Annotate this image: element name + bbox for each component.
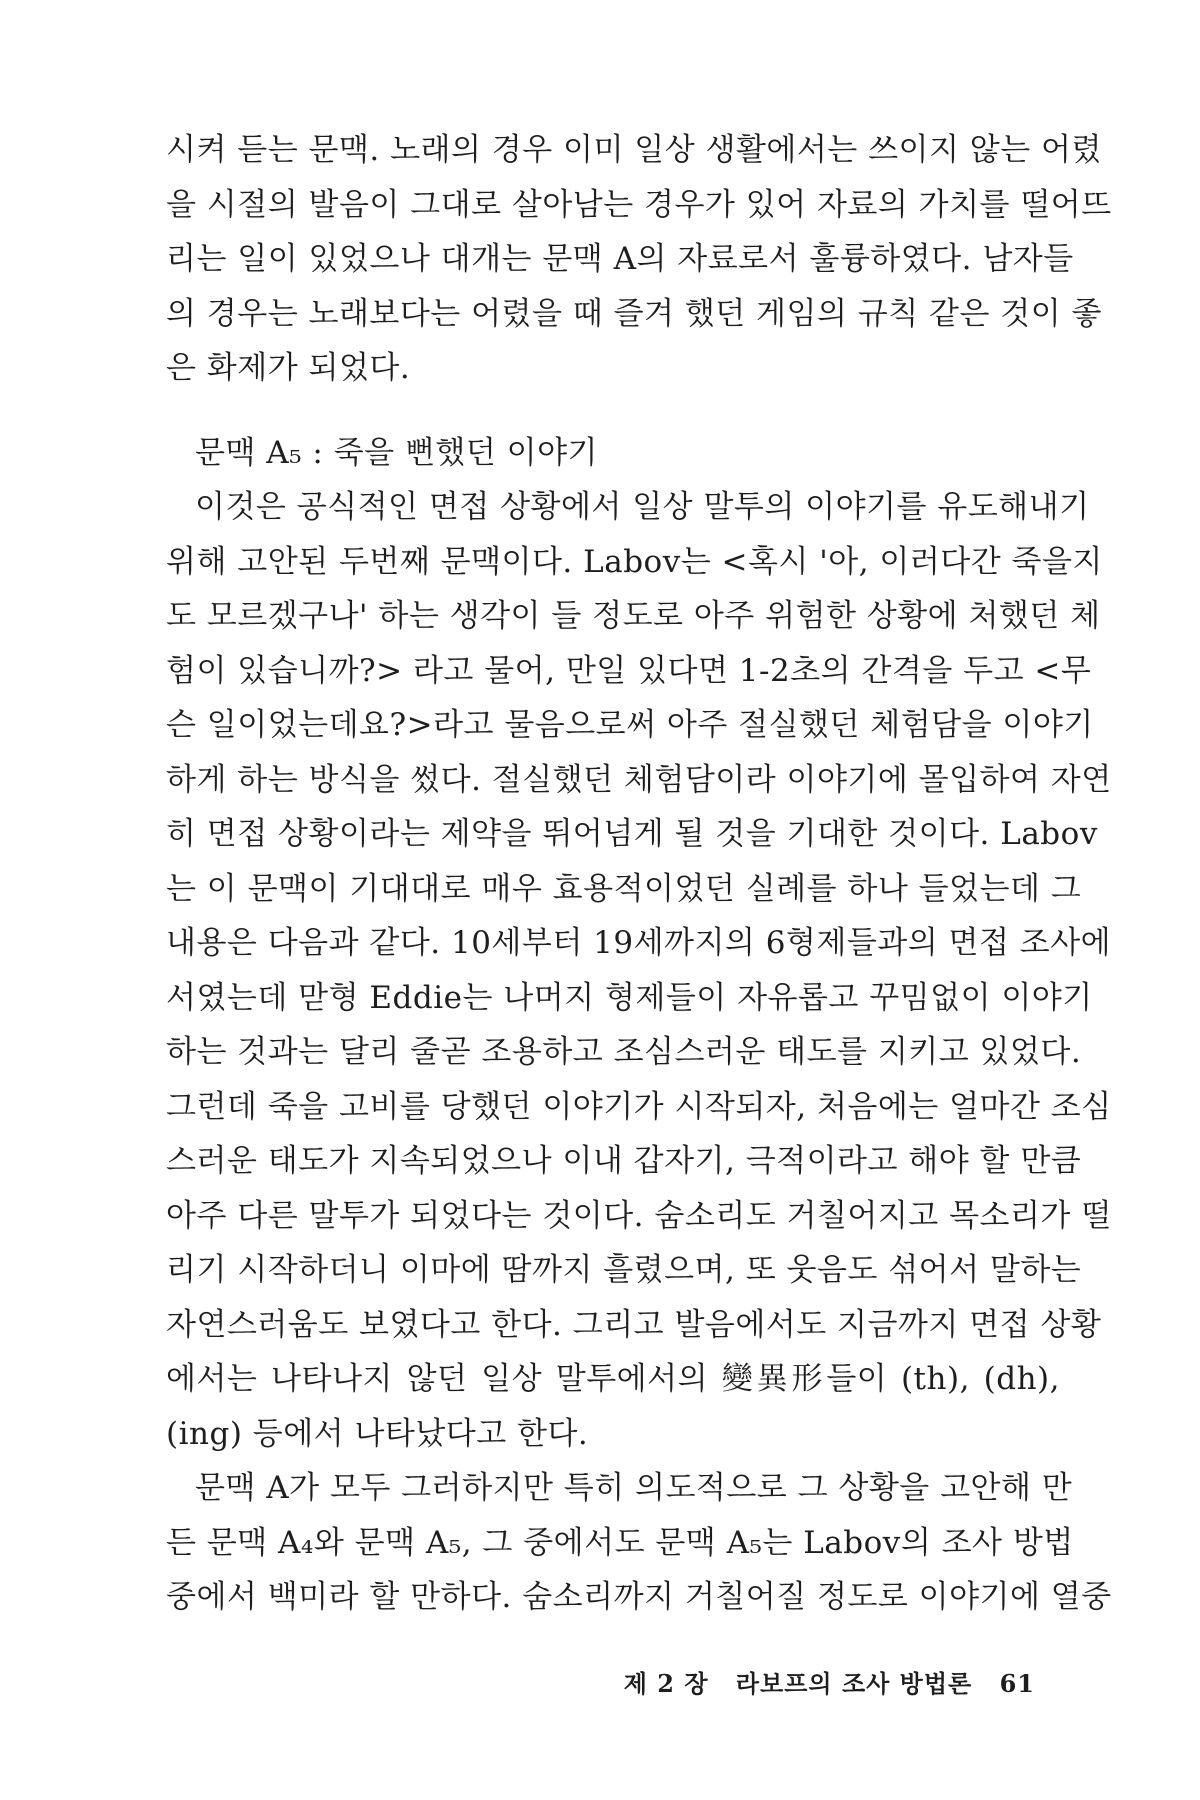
page-footer <box>606 1668 1035 1700</box>
paragraph-2-line-17: 에서는 나타나지 않던 일상 말투에서의 變異形들이 (th), (dh), <box>166 1361 1060 1397</box>
section-heading: 문맥 A₅ : 죽을 뻔했던 이야기 <box>195 434 598 471</box>
paragraph-2-line-5: 슨 일이었는데요?>라고 물음으로써 아주 절실했던 체험담을 이야기 <box>166 707 1094 743</box>
paragraph-2-line-9: 내용은 다음과 같다. 10세부터 19세까지의 6형제들과의 면접 조사에 <box>166 925 1112 961</box>
paragraph-2-line-14: 아주 다른 말투가 되었다는 것이다. 숨소리도 거칠어지고 목소리가 떨 <box>166 1197 1112 1234</box>
paragraph-2-line-13: 스러운 태도가 지속되었으나 이내 갑자기, 극적이라고 해야 할 만큼 <box>166 1143 1082 1179</box>
paragraph-2-line-12: 그런데 죽을 고비를 당했던 이야기가 시작되자, 처음에는 얼마간 조심 <box>166 1088 1112 1125</box>
paragraph-2-line-1: 이것은 공식적인 면접 상황에서 일상 말투의 이야기를 유도해내기 <box>195 489 1090 525</box>
paragraph-1-line-3: 리는 일이 있었으나 대개는 문맥 A의 자료로서 훌륭하였다. 남자들 <box>166 241 1074 277</box>
paragraph-2-line-4: 험이 있습니까?> 라고 물어, 만일 있다면 1-2초의 간격을 두고 <무 <box>166 652 1092 689</box>
paragraph-2-line-10: 서였는데 맏형 Eddie는 나머지 형제들이 자유롭고 꾸밈없이 이야기 <box>166 979 1093 1016</box>
paragraph-2-line-11: 하는 것과는 달리 줄곧 조용하고 조심스러운 태도를 지키고 있었다. <box>166 1034 1082 1070</box>
page-number: 61 <box>999 1668 1035 1698</box>
paragraph-2-line-18: (ing) 등에서 나타났다고 한다. <box>166 1415 589 1452</box>
paragraph-1-line-5: 은 화제가 되었다. <box>166 350 411 386</box>
paragraph-1-line-1: 시켜 듣는 문맥. 노래의 경우 이미 일상 생활에서는 쓰이지 않는 어렸 <box>166 132 1102 168</box>
paragraph-2-line-15: 리기 시작하더니 이마에 땀까지 흘렸으며, 또 웃음도 섞어서 말하는 <box>166 1252 1082 1288</box>
paragraph-1-line-2: 을 시절의 발음이 그대로 살아남는 경우가 있어 자료의 가치를 떨어뜨 <box>166 186 1112 223</box>
paragraph-2-line-3: 도 모르겠구나' 하는 생각이 들 정도로 아주 위험한 상황에 처했던 체 <box>166 598 1101 634</box>
paragraph-3-line-2: 든 문맥 A₄와 문맥 A₅, 그 중에서도 문맥 A₅는 Labov의 조사 방법 <box>166 1524 1074 1561</box>
paragraph-3-line-1: 문맥 A가 모두 그러하지만 특히 의도적으로 그 상황을 고안해 만 <box>195 1470 1073 1506</box>
chapter-number: 제 2 장 <box>623 1668 709 1698</box>
paragraph-3-line-3: 중에서 백미라 할 만하다. 숨소리까지 거칠어질 정도로 이야기에 열중 <box>166 1579 1112 1615</box>
paragraph-2-line-2: 위해 고안된 두번째 문맥이다. Labov는 <혹시 '아, 이러다간 죽을지 <box>166 543 1103 580</box>
paragraph-2-line-6: 하게 하는 방식을 썼다. 절실했던 체험담이라 이야기에 몰입하여 자연 <box>166 761 1112 798</box>
paragraph-1-line-4: 의 경우는 노래보다는 어렸을 때 즐겨 했던 게임의 규칙 같은 것이 좋 <box>166 295 1102 332</box>
paragraph-2-line-8: 는 이 문맥이 기대대로 매우 효용적이었던 실례를 하나 들었는데 그 <box>166 870 1082 907</box>
paragraph-2-line-7: 히 면접 상황이라는 제약을 뛰어넘게 될 것을 기대한 것이다. Labov <box>166 816 1098 852</box>
paragraph-2-line-16: 자연스러움도 보였다고 한다. 그리고 발음에서도 지금까지 면접 상황 <box>166 1306 1102 1343</box>
chapter-title: 라보프의 조사 방법론 <box>735 1668 973 1698</box>
